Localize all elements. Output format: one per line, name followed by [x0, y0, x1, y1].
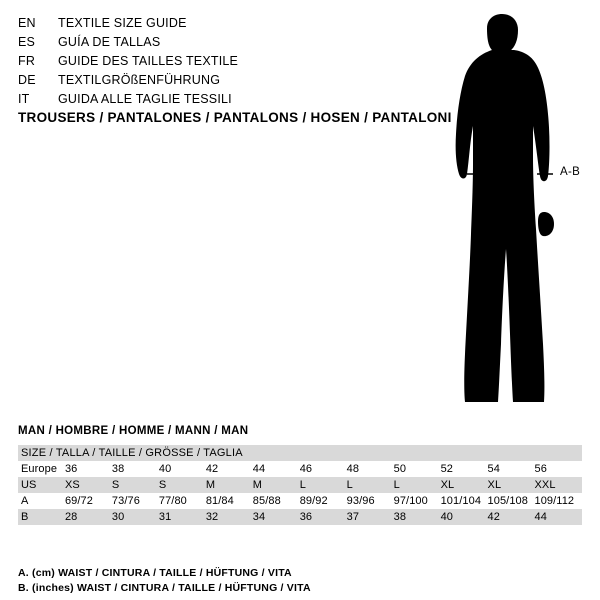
row-label: SIZE / TALLA / TAILLE / GRÖSSE / TAGLIA	[18, 445, 582, 461]
footnote-a: A. (cm) WAIST / CINTURA / TAILLE / HÜFTUNG / VITA	[18, 567, 292, 579]
language-label: TEXTILGRÖßENFÜHRUNG	[58, 73, 221, 87]
table-cell: 36	[64, 463, 78, 475]
table-cell: 69/72	[64, 495, 93, 507]
measure-label-ab: A-B	[560, 166, 581, 178]
table-cell: 73/76	[111, 495, 140, 507]
language-code: ES	[18, 35, 36, 49]
table-cell: S	[112, 477, 159, 493]
row-label: US	[18, 477, 65, 493]
table-cell: L	[300, 477, 347, 493]
table-cell: 56	[534, 463, 547, 475]
table-cell: 85/88	[252, 495, 281, 507]
table-cell: 37	[347, 509, 394, 525]
table-cell: 28	[65, 509, 112, 525]
language-row	[18, 90, 418, 109]
table-cell: 40	[158, 463, 172, 475]
language-code: IT	[18, 92, 30, 106]
table-cell: 36	[300, 509, 347, 525]
table-cell: 109/112	[534, 495, 575, 507]
table-cell: 42	[205, 463, 219, 475]
table-cell: 89/92	[299, 495, 328, 507]
table-cell: 93/96	[346, 495, 375, 507]
table-cell: 31	[159, 509, 206, 525]
table-cell: S	[159, 477, 206, 493]
size-table	[18, 445, 582, 525]
table-cell: M	[253, 477, 300, 493]
man-silhouette-icon	[420, 14, 590, 414]
footnote-b: B. (inches) WAIST / CINTURA / TAILLE / HÜFTUNG / VITA	[18, 582, 311, 594]
table-cell: 40	[441, 509, 488, 525]
table-cell: XS	[65, 477, 112, 493]
language-label: GUIDA ALLE TAGLIE TESSILI	[58, 92, 232, 106]
language-code: DE	[18, 73, 36, 87]
table-cell: XXL	[534, 477, 582, 493]
table-cell: 101/104	[440, 495, 482, 507]
table-cell: L	[347, 477, 394, 493]
language-label: GUÍA DE TALLAS	[58, 35, 161, 49]
language-code: EN	[18, 16, 36, 30]
figure-illustration	[420, 14, 590, 414]
table-row	[18, 493, 582, 509]
row-label: A	[21, 495, 29, 507]
table-cell: 105/108	[487, 495, 528, 507]
row-label: B	[18, 509, 65, 525]
size-table-section	[18, 425, 582, 525]
language-label: TEXTILE SIZE GUIDE	[58, 16, 187, 30]
language-label: GUIDE DES TAILLES TEXTILE	[58, 54, 239, 68]
table-row	[18, 445, 582, 461]
table-row	[18, 477, 582, 493]
table-row	[18, 461, 582, 477]
language-row	[18, 33, 418, 52]
row-label: Europe	[21, 463, 58, 475]
table-row	[18, 509, 582, 525]
table-cell: 38	[111, 463, 125, 475]
table-cell: 30	[112, 509, 159, 525]
table-cell: 42	[488, 509, 535, 525]
table-cell: 77/80	[158, 495, 187, 507]
table-cell: L	[394, 477, 441, 493]
table-cell: 34	[253, 509, 300, 525]
table-heading: MAN / HOMBRE / HOMME / MANN / MAN	[18, 425, 249, 437]
table-cell: XL	[488, 477, 535, 493]
table-cell: 52	[440, 463, 454, 475]
footnotes	[18, 566, 582, 596]
table-cell: 46	[299, 463, 313, 475]
language-row	[18, 71, 418, 90]
table-cell: 32	[206, 509, 253, 525]
language-row	[18, 14, 418, 33]
table-cell: 44	[252, 463, 266, 475]
table-cell: M	[206, 477, 253, 493]
table-cell: 50	[393, 463, 407, 475]
table-cell: 54	[487, 463, 500, 475]
table-cell: 97/100	[393, 495, 428, 507]
table-cell: 44	[534, 509, 582, 525]
garment-type-title: TROUSERS / PANTALONES / PANTALONS / HOSEN / PANTALONI	[18, 110, 452, 125]
table-cell: 38	[394, 509, 441, 525]
table-cell: 81/84	[205, 495, 234, 507]
language-code: FR	[18, 54, 36, 68]
language-row	[18, 52, 418, 71]
table-cell: XL	[441, 477, 488, 493]
language-list	[18, 14, 418, 109]
table-cell: 48	[346, 463, 360, 475]
